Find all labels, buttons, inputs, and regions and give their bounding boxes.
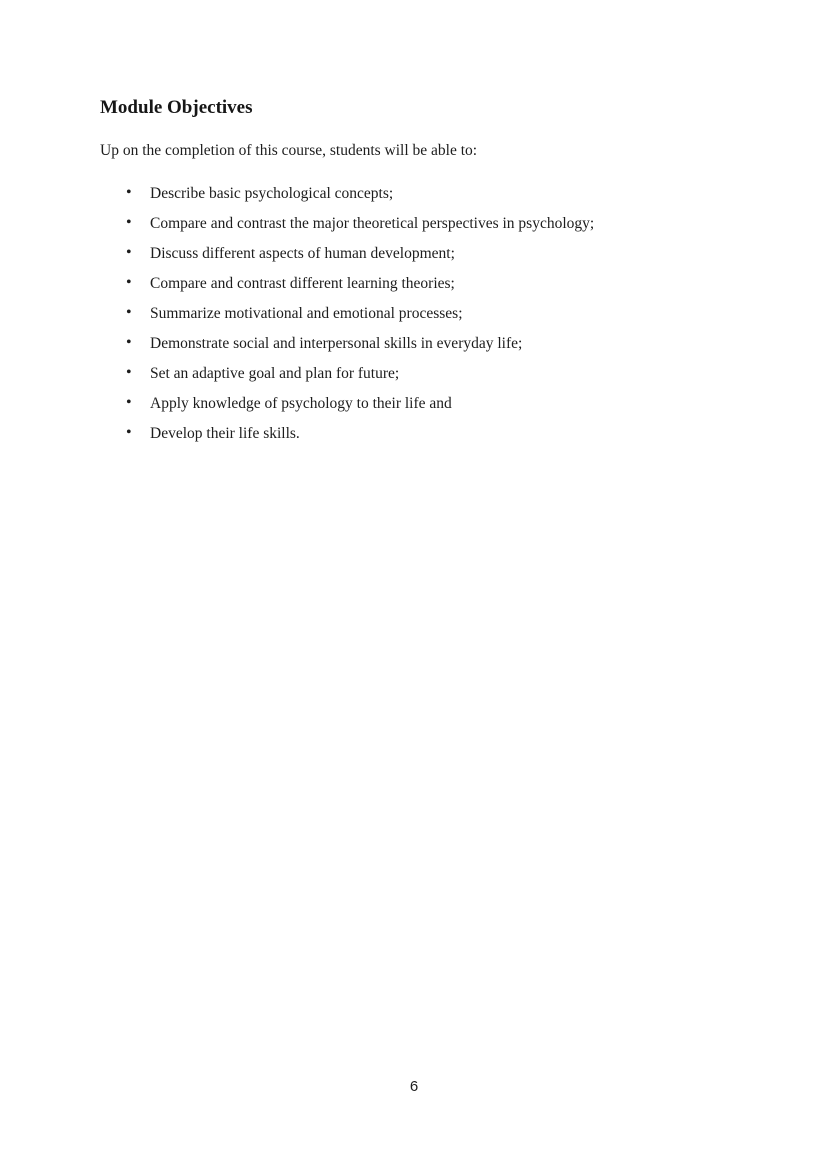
page-content: [0, 0, 828, 443]
objective-item: [126, 334, 728, 353]
bullet-icon: •: [126, 364, 132, 381]
objective-item: [126, 424, 728, 443]
objective-text: Compare and contrast different learning theories;: [150, 275, 455, 292]
objective-item: [126, 244, 728, 263]
page-title: Module Objectives: [100, 97, 253, 118]
objective-text: Describe basic psychological concepts;: [150, 185, 394, 202]
objective-text: Develop their life skills.: [150, 425, 300, 442]
bullet-icon: •: [126, 334, 132, 351]
bullet-icon: •: [126, 304, 132, 321]
objectives-list: [100, 184, 728, 443]
objective-item: [126, 274, 728, 293]
bullet-icon: •: [126, 424, 132, 441]
objective-text: Discuss different aspects of human development;: [150, 245, 455, 262]
objective-text: Set an adaptive goal and plan for future;: [150, 365, 400, 382]
bullet-icon: •: [126, 184, 132, 201]
intro-paragraph: Up on the completion of this course, students will be able to:: [100, 142, 478, 159]
bullet-icon: •: [126, 394, 132, 411]
objective-text: Summarize motivational and emotional processes;: [150, 305, 463, 322]
objective-item: [126, 304, 728, 323]
objective-text: Compare and contrast the major theoretical perspectives in psychology;: [150, 215, 595, 232]
objective-text: Apply knowledge of psychology to their life and: [150, 395, 452, 412]
bullet-icon: •: [126, 274, 132, 291]
bullet-icon: •: [126, 214, 132, 231]
page-number: 6: [409, 1078, 419, 1095]
objective-item: [126, 364, 728, 383]
bullet-icon: •: [126, 244, 132, 261]
objective-text: Demonstrate social and interpersonal skills in everyday life;: [150, 335, 523, 352]
objective-item: [126, 184, 728, 203]
objective-item: [126, 394, 728, 413]
objective-item: [126, 214, 728, 233]
